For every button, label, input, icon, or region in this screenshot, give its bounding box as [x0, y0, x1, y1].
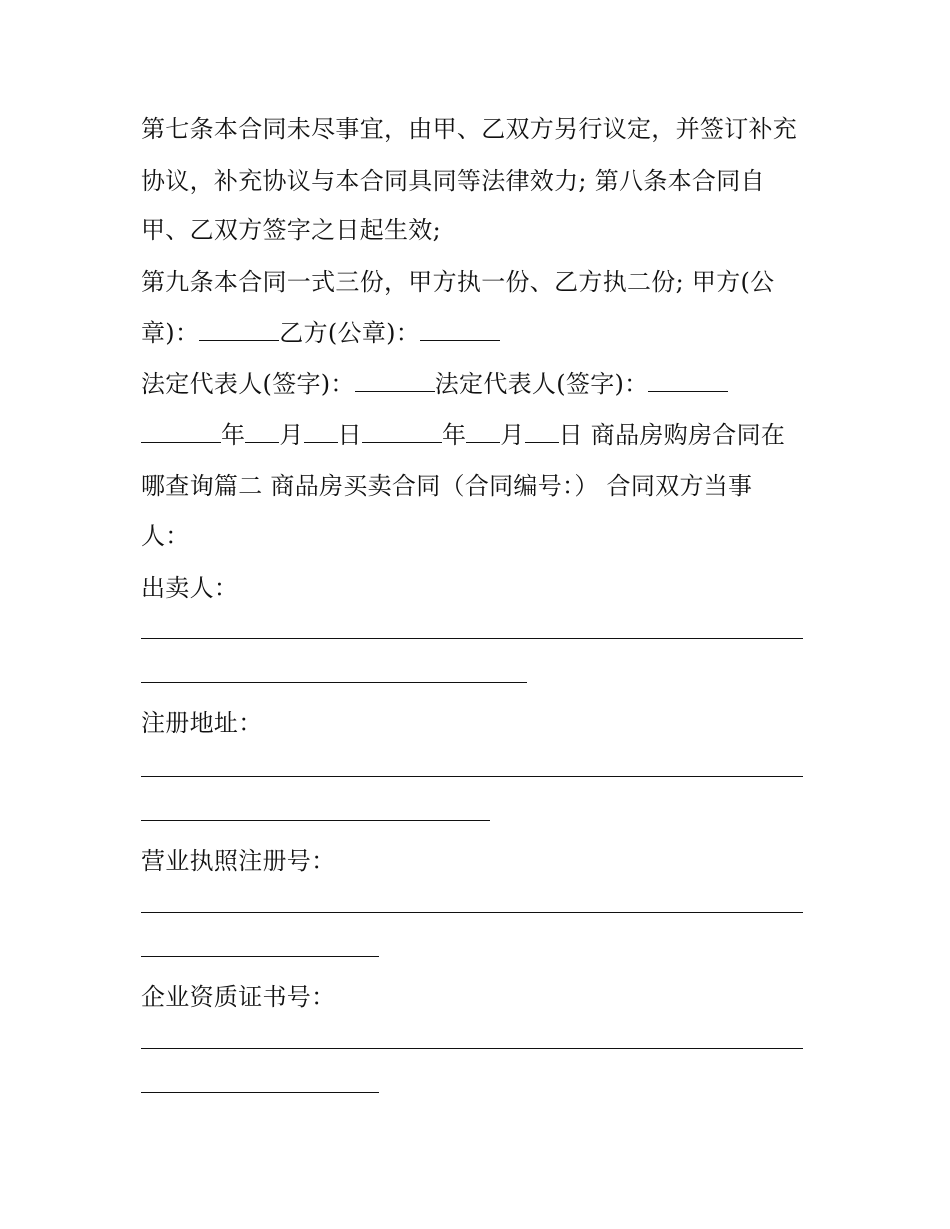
text-line-dates — [141, 420, 785, 450]
year-blank-a — [141, 420, 221, 443]
month-blank-b — [466, 420, 500, 443]
day-blank-a — [304, 420, 338, 443]
text-line-article-9: 第九条本合同一式三份，甲方执一份、乙方执二份; 甲方(公 — [141, 268, 775, 296]
party-b-rep-label: 法定代表人(签字)： — [434, 370, 649, 398]
party-a-rep-label: 法定代表人(签字)： — [141, 370, 355, 398]
party-a-seal-blank — [199, 318, 279, 341]
year-label-a: 年 — [221, 421, 246, 449]
registered-address-label: 注册地址： — [141, 709, 263, 737]
seller-label: 出卖人： — [141, 574, 239, 602]
text-line-article-7: 第七条本合同未尽事宜，由甲、乙双方另行议定，并签订补充 — [141, 115, 798, 143]
party-a-rep-blank — [355, 369, 435, 392]
month-blank-a — [245, 420, 279, 443]
seller-blank-line-1 — [141, 638, 803, 639]
license-blank-line-1 — [141, 912, 803, 913]
text-line-legal-reps — [141, 369, 728, 399]
text-line-article-8-cont: 甲、乙双方签字之日起生效; — [141, 216, 441, 244]
year-label-b: 年 — [441, 421, 467, 449]
month-label-b: 月 — [500, 421, 525, 449]
party-b-seal-blank — [420, 318, 500, 341]
license-blank-line-2 — [141, 956, 379, 957]
year-blank-b — [362, 420, 442, 443]
address-blank-line-1 — [141, 776, 803, 777]
party-b-rep-blank — [648, 369, 728, 392]
party-a-seal-label: 章)： — [141, 319, 200, 347]
heading-tail: 商品房购房合同在 — [582, 421, 786, 449]
seller-blank-line-2 — [141, 682, 527, 683]
qualification-blank-line-2 — [141, 1092, 379, 1093]
qualification-blank-line-1 — [141, 1048, 803, 1049]
party-b-seal-label: 乙方(公章)： — [279, 319, 421, 347]
text-line-contract-title: 哪查询篇二 商品房买卖合同（合同编号：） 合同双方当事 — [141, 472, 753, 500]
day-blank-b — [525, 420, 559, 443]
text-line-article-7-cont: 协议，补充协议与本合同具同等法律效力; 第八条本合同自 — [141, 167, 765, 195]
day-label-a: 日 — [337, 421, 362, 449]
business-license-label: 营业执照注册号： — [141, 847, 336, 875]
qualification-cert-label: 企业资质证书号： — [141, 983, 336, 1011]
day-label-b: 日 — [558, 421, 583, 449]
text-line-parties: 人： — [141, 522, 190, 550]
text-line-seals — [141, 318, 500, 348]
month-label-a: 月 — [279, 421, 304, 449]
address-blank-line-2 — [141, 820, 490, 821]
